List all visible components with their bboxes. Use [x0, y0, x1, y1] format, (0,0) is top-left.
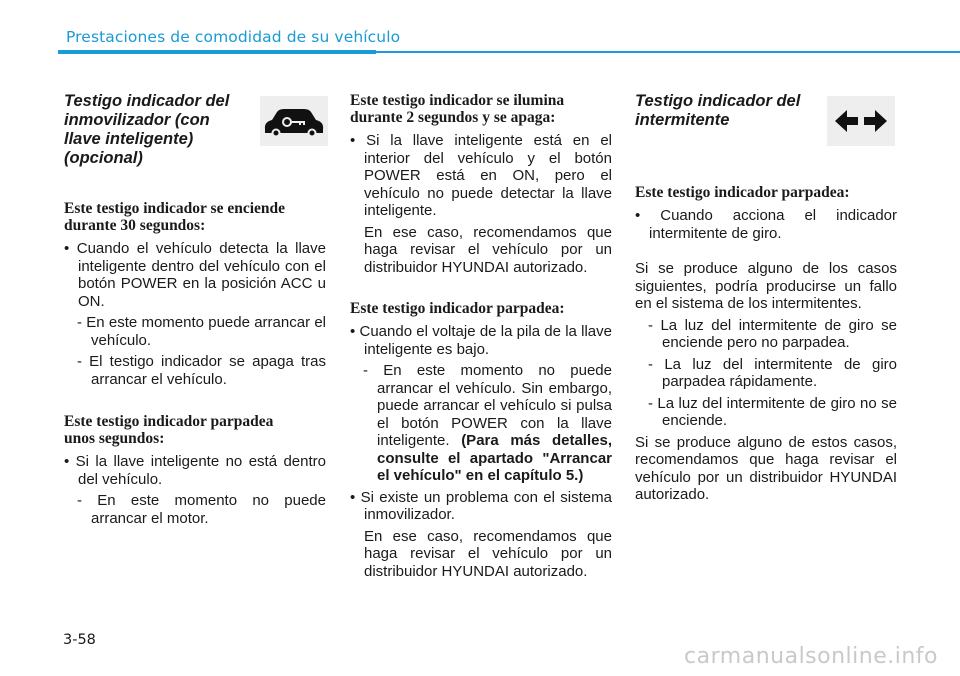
watermark: carmanualsonline.info — [684, 644, 938, 669]
immobilizer-dash2: - El testigo indicador se apaga tras arrancar el vehículo. — [77, 353, 326, 388]
immobilizer-dash3: - En este momento no puede arrancar el motor. — [77, 492, 326, 527]
smartkey-bullet1: • Si la llave inteligente está en el interior del vehículo y el botón POWER está en ON, pero el vehículo no puede detectar la llave inteligente. — [350, 132, 612, 219]
turn-signal-title: Testigo indicador del intermitente — [635, 92, 801, 129]
page-number: 3-58 — [63, 632, 96, 648]
immobilizer-bullet1: • Cuando el vehículo detecta la llave inteligente dentro del vehículo con el botón POWER en la posición ACC u ON. — [64, 240, 326, 310]
immobilizer-sub2: Este testigo indicador parpadea unos segundos: — [64, 413, 274, 447]
turn-signal-arrows-icon — [827, 96, 895, 146]
turn-signal-para1: Si se produce alguno de los casos siguientes, podría producirse un fallo en el sistema de los intermitentes. — [635, 260, 897, 312]
column-immobilizer — [64, 92, 326, 527]
turn-signal-sub1: Este testigo indicador parpadea: — [635, 184, 850, 201]
turn-signal-dash1: - La luz del intermitente de giro se enciende pero no parpadea. — [648, 316, 897, 351]
smartkey-sub2: Este testigo indicador parpadea: — [350, 300, 565, 317]
immobilizer-dash1: - En este momento puede arrancar el vehículo. — [77, 314, 326, 349]
smartkey-para2: En ese caso, recomendamos que haga revisar el vehículo por un distribuidor HYUNDAI autorizado. — [364, 527, 612, 580]
turn-signal-para2: Si se produce alguno de estos casos, recomendamos que haga revisar el vehículo por un distribuidor HYUNDAI autorizado. — [635, 433, 897, 503]
turn-signal-title-row — [635, 92, 897, 130]
immobilizer-sub1: Este testigo indicador se enciende durante 30 segundos: — [64, 200, 286, 234]
header-rule-accent — [58, 50, 376, 54]
smartkey-dash1-reference: (Para más detalles, consulte el apartado "Arrancar el vehículo" en el capítulo 5.) — [377, 432, 612, 484]
turn-signal-dash3: - La luz del intermitente de giro no se enciende. — [648, 394, 897, 429]
smartkey-bullet2: • Cuando el voltaje de la pila de la llave inteligente es bajo. — [350, 323, 612, 358]
turn-signal-dash2: - La luz del intermitente de giro parpadea rápidamente. — [648, 355, 897, 390]
immobilizer-title-row — [64, 92, 326, 168]
smartkey-sub1: Este testigo indicador se ilumina durante 2 segundos y se apaga: — [350, 92, 565, 126]
smartkey-dash1: - En este momento no puede arrancar el vehículo. Sin embargo, puede arrancar el vehículo si pulsa el botón POWER con la llave inteligente. (Para más detalles, consulte el apartado "Arrancar el vehículo" en el capítulo 5.) — [363, 362, 612, 484]
immobilizer-bullet2: • Si la llave inteligente no está dentro del vehículo. — [64, 453, 326, 488]
column-turn-signal — [635, 92, 897, 504]
turn-signal-bullet1: • Cuando acciona el indicador intermitente de giro. — [635, 207, 897, 242]
column-smart-key-status — [350, 92, 612, 580]
immobilizer-title: Testigo indicador del inmovilizador (con llave inteligente) (opcional) — [64, 92, 230, 167]
header-title: Prestaciones de comodidad de su vehículo — [66, 28, 401, 46]
smartkey-para1: En ese caso, recomendamos que haga revisar el vehículo por un distribuidor HYUNDAI autorizado. — [364, 223, 612, 276]
smartkey-bullet3: • Si existe un problema con el sistema inmovilizador. — [350, 488, 612, 523]
smart-key-car-icon — [260, 96, 328, 146]
